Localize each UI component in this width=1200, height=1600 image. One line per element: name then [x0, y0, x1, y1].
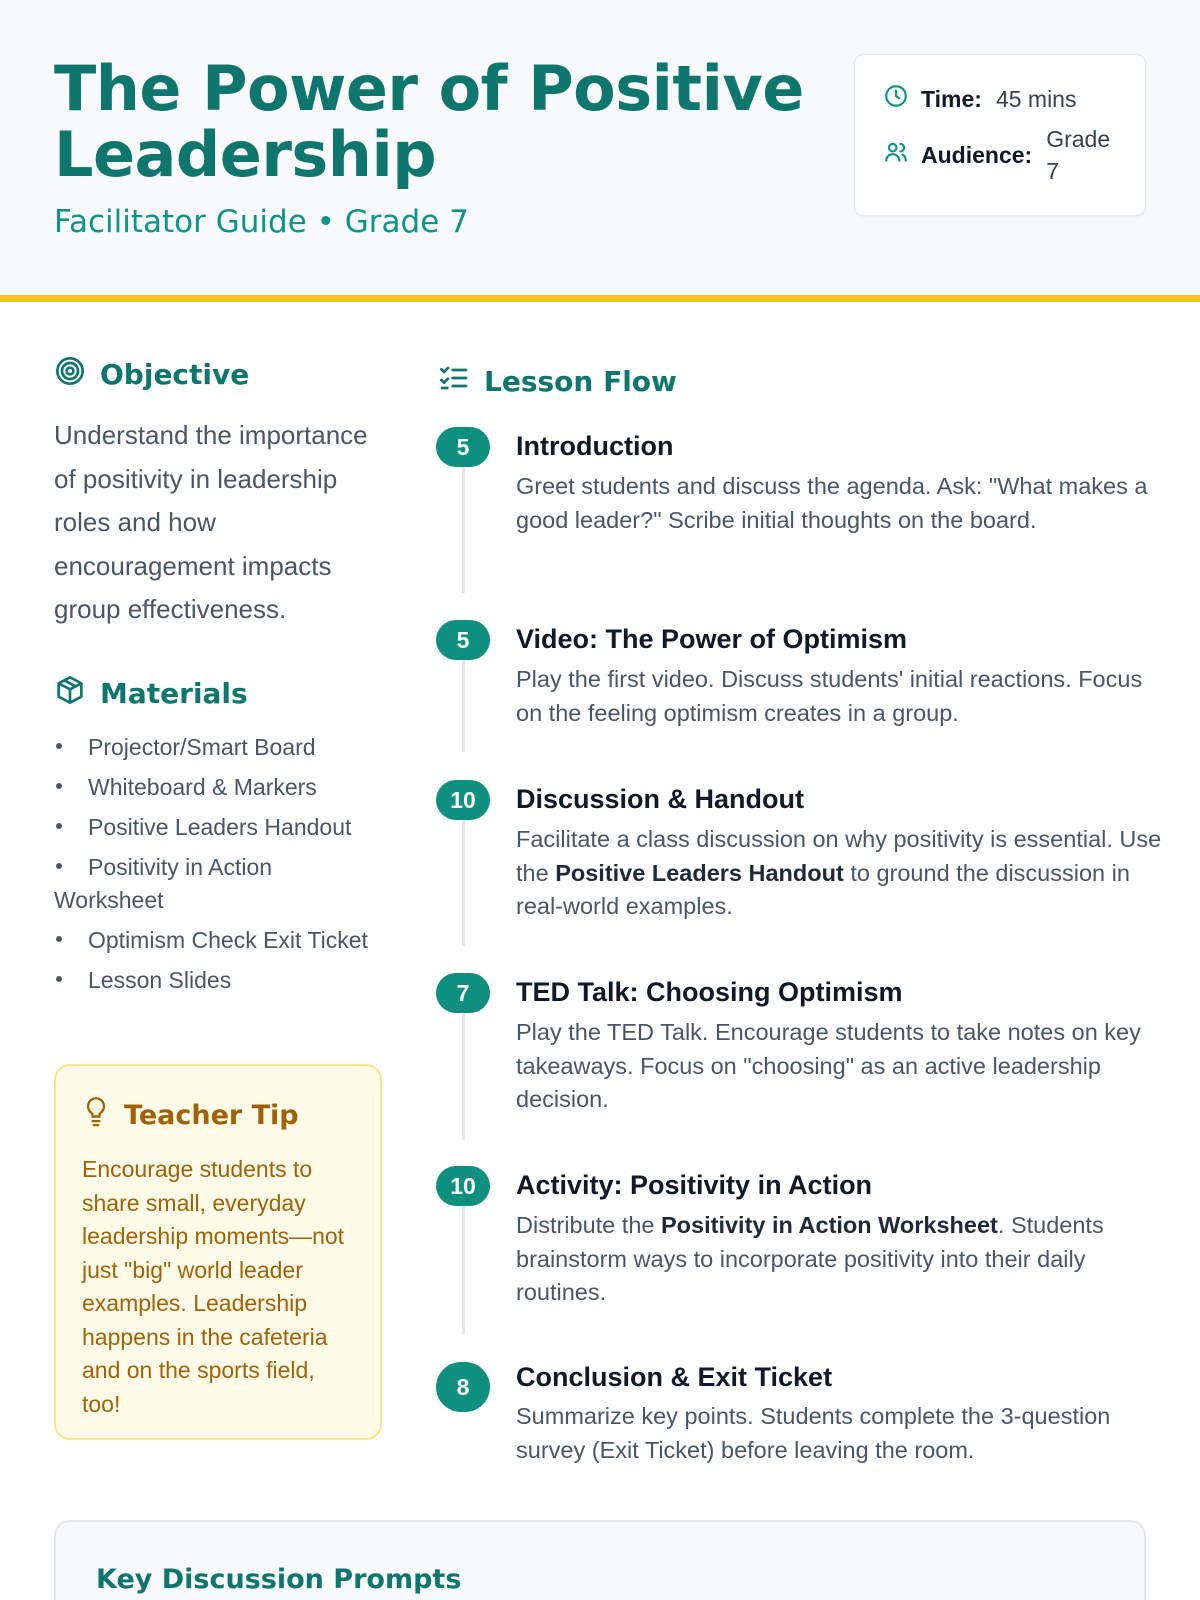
timeline-connector — [462, 1006, 465, 1140]
step-description: Play the TED Talk. Encourage students to take notes on key takeaways. Focus on "choosing" as an active leadership decision. — [516, 1019, 1141, 1112]
step-description: Play the first video. Discuss students' initial reactions. Focus on the feeling optimism creates in a group. — [516, 666, 1143, 726]
list-item — [54, 811, 384, 844]
step-duration-badge: 7 — [436, 973, 490, 1013]
step-title: Video: The Power of Optimism — [516, 624, 908, 654]
list-item — [54, 771, 384, 804]
lesson-flow-heading — [438, 362, 677, 401]
checklist-icon — [438, 362, 484, 401]
lesson-meta-card — [854, 54, 1146, 216]
objective-heading-text: Objective — [100, 358, 250, 391]
bullet-icon — [56, 863, 62, 869]
page-subtitle: Facilitator Guide • Grade 7 — [54, 204, 469, 240]
time-value: 45 mins — [995, 85, 1077, 112]
audience-value: Grade 7 — [1046, 126, 1111, 184]
objective-heading — [54, 355, 384, 394]
target-icon — [54, 355, 100, 394]
bullet-icon — [56, 936, 62, 942]
step-title: Conclusion & Exit Ticket — [516, 1362, 833, 1392]
list-item — [54, 964, 384, 997]
timeline-connector — [462, 652, 465, 752]
discussion-prompts-heading: Key Discussion Prompts — [96, 1564, 462, 1595]
teacher-tip-heading-text: Teacher Tip — [124, 1100, 299, 1131]
list-item — [54, 731, 384, 764]
step-duration-badge: 5 — [436, 620, 490, 660]
audience-row — [883, 123, 1116, 187]
time-label: Time: — [921, 85, 982, 112]
step-description: Distribute the Positivity in Action Worksheet. Students brainstorm ways to incorporate positivity into their daily routines. — [516, 1212, 1104, 1305]
list-item — [54, 924, 384, 957]
bullet-icon — [56, 743, 62, 749]
bullet-icon — [56, 783, 62, 789]
materials-heading-text: Materials — [100, 676, 248, 710]
step-title: Discussion & Handout — [516, 784, 805, 814]
users-icon — [883, 139, 921, 171]
bullet-icon — [56, 976, 62, 982]
audience-label: Audience: — [921, 141, 1033, 168]
material-label: Whiteboard & Markers — [88, 773, 317, 800]
lightbulb-icon — [82, 1096, 124, 1135]
bullet-icon — [56, 823, 62, 829]
material-label: Projector/Smart Board — [88, 733, 316, 760]
teacher-tip-heading — [82, 1096, 354, 1135]
step-duration-badge: 10 — [436, 780, 490, 820]
step-description: Facilitate a class discussion on why positivity is essential. Use the Positive Leaders Handout to ground the discussion in real-world examples. — [516, 826, 1162, 919]
clock-icon — [883, 83, 921, 115]
timeline-connector — [462, 460, 465, 593]
material-label: Positive Leaders Handout — [88, 813, 352, 840]
teacher-tip-card — [54, 1064, 382, 1440]
material-label: Optimism Check Exit Ticket — [88, 926, 368, 953]
step-title: Activity: Positivity in Action — [516, 1170, 873, 1200]
teacher-tip-text: Encourage students to share small, everyday leadership moments—not just "big" world leader examples. Leadership happens in the cafeteria and on the sports field, too! — [82, 1156, 345, 1417]
package-icon — [54, 674, 100, 713]
material-label: Positivity in Action Worksheet — [54, 853, 273, 913]
list-item — [54, 851, 384, 917]
time-row — [883, 83, 1076, 115]
material-label: Lesson Slides — [88, 966, 232, 993]
lesson-flow-heading-text: Lesson Flow — [484, 365, 677, 398]
materials-heading — [54, 674, 384, 713]
left-column — [54, 355, 384, 1004]
materials-list — [54, 731, 384, 997]
step-duration-badge: 8 — [436, 1362, 490, 1412]
step-description: Greet students and discuss the agenda. Ask: "What makes a good leader?" Scribe initial thoughts on the board. — [516, 473, 1148, 533]
objective-text: Understand the importance of positivity in leadership roles and how encouragement impacts group effectiveness. — [54, 420, 368, 624]
step-title: Introduction — [516, 431, 674, 461]
step-description: Summarize key points. Students complete the 3-question survey (Exit Ticket) before leaving the room. — [516, 1403, 1111, 1463]
step-duration-badge: 5 — [436, 427, 490, 467]
header — [0, 0, 1200, 302]
discussion-prompts-card — [54, 1520, 1146, 1600]
step-title: TED Talk: Choosing Optimism — [516, 977, 903, 1007]
timeline-connector — [462, 812, 465, 946]
step-duration-badge: 10 — [436, 1166, 490, 1206]
page-title: The Power of Positive Leadership — [54, 52, 804, 191]
timeline-connector — [462, 1200, 465, 1334]
